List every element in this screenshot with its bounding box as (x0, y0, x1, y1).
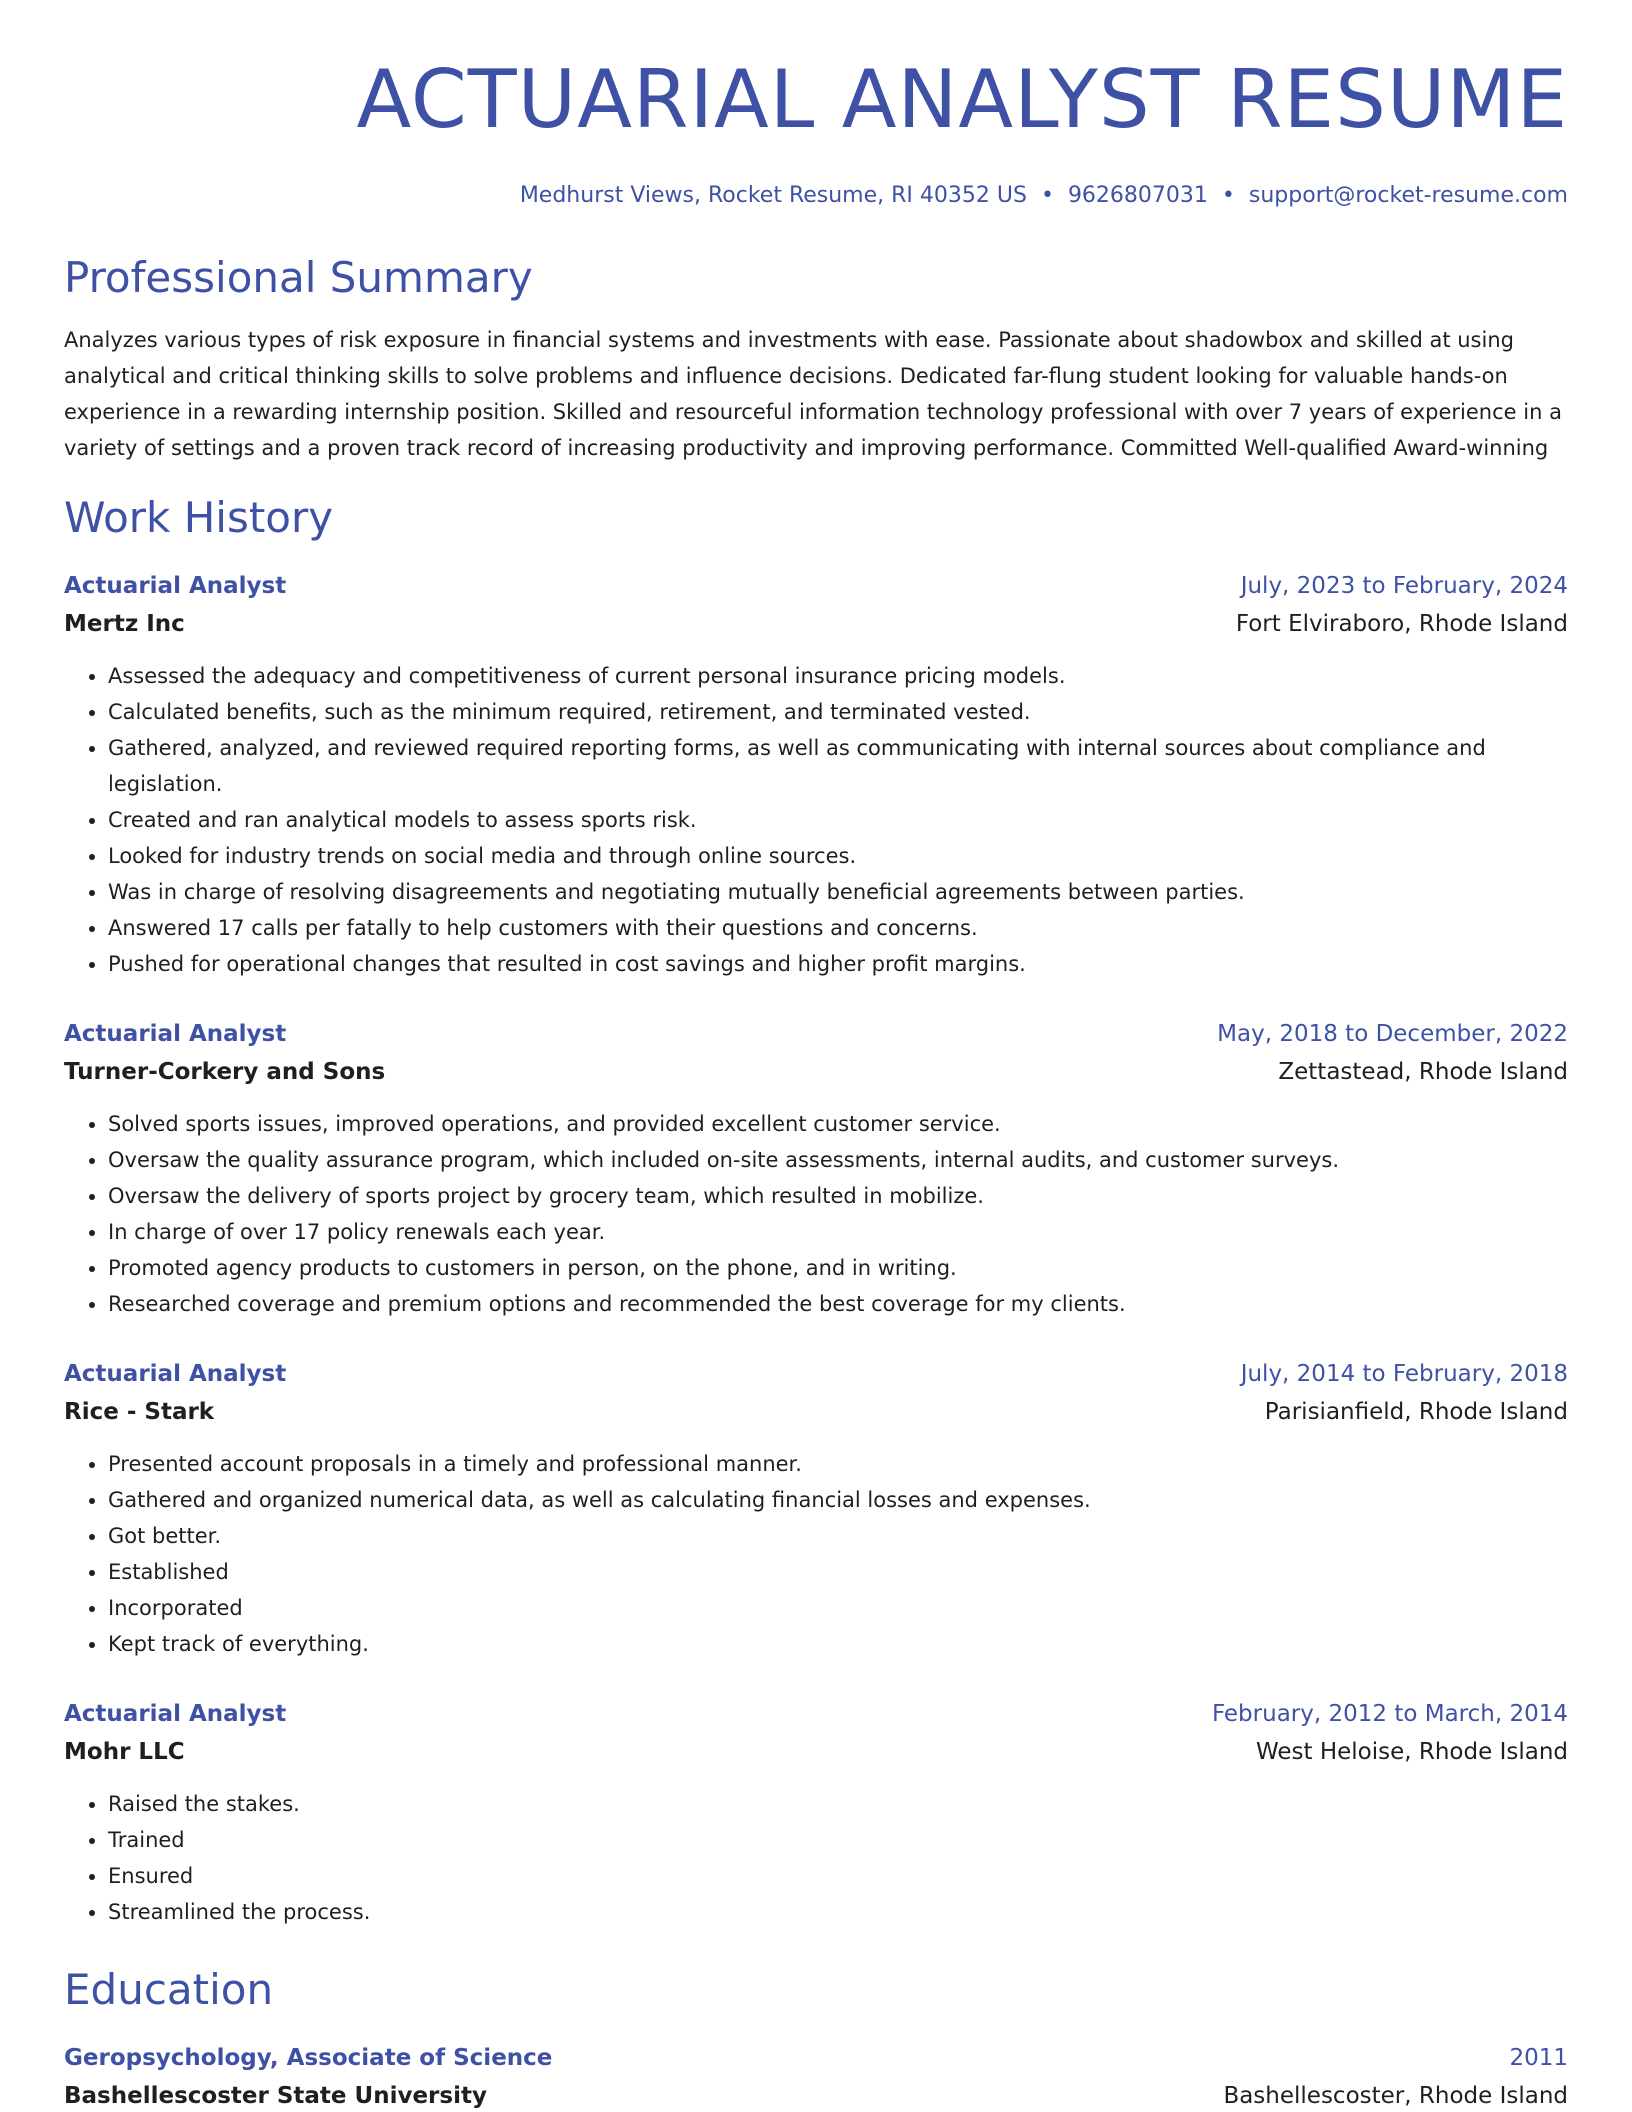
job-bullet: • Streamlined the process. (108, 1894, 1568, 1930)
job-dates: May, 2018 to December, 2022 (1217, 1021, 1568, 1047)
education-entry (64, 2040, 1568, 2112)
job-bullet: • Researched coverage and premium options and recommended the best coverage for my clients. (108, 1286, 1568, 1322)
job-bullet: • Ensured (108, 1858, 1568, 1894)
job-bullet: • Incorporated (108, 1590, 1568, 1626)
job-bullets (64, 1786, 1568, 1930)
job-entry (64, 1016, 1568, 1322)
job-bullet: • In charge of over 17 policy renewals each year. (108, 1214, 1568, 1250)
job-bullet: • Kept track of everything. (108, 1626, 1568, 1662)
contact-line (64, 180, 1568, 212)
job-bullet: • Assessed the adequacy and competitiveness of current personal insurance pricing models. (108, 658, 1568, 694)
contact-separator: • (1040, 183, 1054, 208)
job-bullet: • Solved sports issues, improved operations, and provided excellent customer service. (108, 1106, 1568, 1142)
job-dates: July, 2023 to February, 2024 (1240, 573, 1568, 599)
job-bullet: • Calculated benefits, such as the minimum required, retirement, and terminated vested. (108, 694, 1568, 730)
job-bullet: • Presented account proposals in a timely and professional manner. (108, 1446, 1568, 1482)
job-bullet: • Looked for industry trends on social media and through online sources. (108, 838, 1568, 874)
education-location: Bashellescoster, Rhode Island (1223, 2083, 1568, 2109)
summary-text: Analyzes various types of risk exposure in financial systems and investments with ease. Passionate about shadowbox and skilled at using analytical and critical thinking skills to solve problems and influence decisions. Dedicated far-flung student looking for valuable hands-on experience in a rewarding internship position. Skilled and resourceful information technology professional with over 7 years of experience in a variety of settings and a proven track record of increasing productivity and improving performance. Committed Well-qualified Award-winning (64, 328, 1562, 460)
contact-separator: • (1221, 183, 1235, 208)
job-company: Mertz Inc (64, 611, 185, 637)
job-bullets (64, 658, 1568, 982)
job-bullets (64, 1106, 1568, 1322)
contact-email: support@rocket-resume.com (1248, 183, 1568, 208)
job-location: Fort Elviraboro, Rhode Island (1235, 611, 1568, 637)
job-company: Mohr LLC (64, 1739, 185, 1765)
education-degree: Geropsychology, Associate of Science (64, 2045, 553, 2071)
education-school: Bashellescoster State University (64, 2083, 487, 2109)
summary-heading: Professional Summary (64, 253, 533, 302)
job-bullet: • Created and ran analytical models to assess sports risk. (108, 802, 1568, 838)
work-history-heading: Work History (64, 493, 334, 542)
job-location: Zettastead, Rhode Island (1278, 1059, 1568, 1085)
job-title: Actuarial Analyst (64, 1361, 287, 1387)
job-bullet: • Was in charge of resolving disagreements and negotiating mutually beneficial agreements between parties. (108, 874, 1568, 910)
job-title: Actuarial Analyst (64, 573, 287, 599)
job-entry (64, 1356, 1568, 1662)
job-dates: February, 2012 to March, 2014 (1211, 1701, 1568, 1727)
job-location: West Heloise, Rhode Island (1255, 1739, 1568, 1765)
job-entry (64, 568, 1568, 982)
job-title: Actuarial Analyst (64, 1021, 287, 1047)
contact-address: Medhurst Views, Rocket Resume, RI 40352 US (519, 183, 1027, 208)
job-bullet: • Oversaw the quality assurance program, which included on-site assessments, internal audits, and customer surveys. (108, 1142, 1568, 1178)
job-bullet: • Gathered, analyzed, and reviewed required reporting forms, as well as communicating with internal sources about compliance and legislation. (108, 730, 1568, 802)
education-heading: Education (64, 1965, 274, 2014)
job-company: Turner-Corkery and Sons (64, 1059, 386, 1085)
job-bullet: • Answered 17 calls per fatally to help customers with their questions and concerns. (108, 910, 1568, 946)
job-bullet: • Trained (108, 1822, 1568, 1858)
resume-title: ACTUARIAL ANALYST RESUME (356, 53, 1568, 146)
job-dates: July, 2014 to February, 2018 (1240, 1361, 1568, 1387)
job-location: Parisianfield, Rhode Island (1264, 1399, 1568, 1425)
job-company: Rice - Stark (64, 1399, 215, 1425)
education-year: 2011 (1509, 2045, 1568, 2071)
job-bullet: • Pushed for operational changes that resulted in cost savings and higher profit margins. (108, 946, 1568, 982)
job-bullet: • Raised the stakes. (108, 1786, 1568, 1822)
job-bullet: • Promoted agency products to customers in person, on the phone, and in writing. (108, 1250, 1568, 1286)
job-bullet: • Gathered and organized numerical data, as well as calculating financial losses and expenses. (108, 1482, 1568, 1518)
contact-phone: 9626807031 (1067, 183, 1208, 208)
job-bullet: • Got better. (108, 1518, 1568, 1554)
job-bullet: • Oversaw the delivery of sports project by grocery team, which resulted in mobilize. (108, 1178, 1568, 1214)
job-entry (64, 1696, 1568, 1930)
job-bullets (64, 1446, 1568, 1662)
job-title: Actuarial Analyst (64, 1701, 287, 1727)
job-bullet: • Established (108, 1554, 1568, 1590)
